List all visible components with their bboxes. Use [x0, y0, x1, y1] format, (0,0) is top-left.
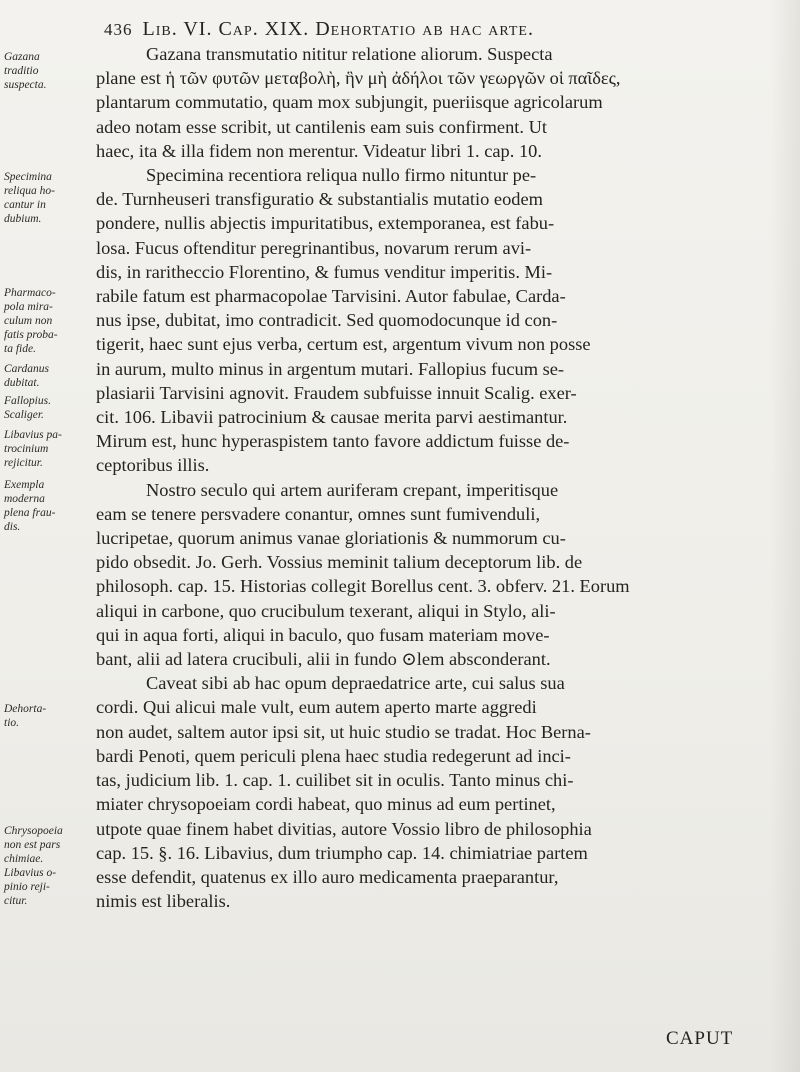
margin-note-specimina: Specimina reliqua ho- cantur in dubium.: [4, 171, 55, 225]
text-line: de. Turnheuseri transfiguratio & substantialis mutatio eodem: [96, 189, 543, 210]
text-line: dis, in raritheccio Florentino, & fumus venditur imperitis. Mi-: [96, 261, 553, 282]
text-line: cap. 15. §. 16. Libavius, dum triumpho cap. 14. chimiatriae partem: [96, 842, 588, 863]
text-line: utpote quae finem habet divitias, autore Vossio libro de philosophia: [96, 818, 592, 839]
text-line: tas, judicium lib. 1. cap. 1. cuilibet sit in oculis. Tanto minus chi-: [96, 770, 574, 791]
text-line: qui in aqua forti, aliqui in baculo, quo fusam materiam move-: [96, 624, 550, 645]
margin-note-dehortatio: Dehorta- tio.: [4, 703, 47, 729]
text-line: ceptoribus illis.: [96, 455, 210, 476]
text-line: tigerit, haec sunt ejus verba, certum est, argentum vivum non posse: [96, 334, 591, 355]
text-line: in aurum, multo minus in argentum mutari. Fallopius fucum se-: [96, 358, 565, 379]
margin-note-fallopius: Fallopius. Scaliger.: [4, 395, 51, 421]
text-line: Gazana transmutatio nititur relatione aliorum. Suspecta: [146, 44, 553, 64]
text-line: haec, ita & illa fidem non merentur. Videatur libri 1. cap. 10.: [96, 140, 542, 161]
text-line: lucripetae, quorum animus vanae gloriationis & nummorum cu-: [96, 528, 566, 549]
text-line: Mirum est, hunc hyperaspistem tanto favore addictum fuisse de-: [96, 431, 570, 452]
margin-note-libavius: Libavius pa- trocinium rejicitur.: [4, 429, 62, 469]
text-line: plasiarii Tarvisini agnovit. Fraudem subfuisse innuit Scalig. exer-: [96, 382, 577, 403]
margin-note-exempla: Exempla moderna plena frau- dis.: [4, 479, 56, 533]
text-line: eam se tenere persvadere conantur, omnes sunt fumivenduli,: [96, 503, 541, 524]
catchword: CAPUT: [666, 1028, 734, 1049]
text-line: pido obsedit. Jo. Gerh. Vossius meminit talium deceptorum lib. de: [96, 552, 583, 573]
text-line: pondere, nullis abjectis impuritatibus, extemporanea, est fabu-: [96, 213, 555, 234]
text-line: cit. 106. Libavii patrocinium & causae merita parvi aestimantur.: [96, 407, 568, 428]
main-text: [96, 42, 754, 913]
text-line: philosoph. cap. 15. Historias collegit Borellus cent. 3. obferv. 21. Eorum: [96, 576, 630, 597]
text-line: aliqui in carbone, quo crucibulum texerant, aliqui in Stylo, ali-: [96, 600, 556, 621]
text-line: Nostro seculo qui artem auriferam crepant, imperitisque: [146, 479, 559, 500]
text-line: Specimina recentiora reliqua nullo firmo nituntur pe-: [146, 165, 537, 186]
page-edge-shadow: [770, 0, 800, 1072]
text-line: bant, alii ad latera crucibuli, alii in fundo ⊙lem absconderant.: [96, 649, 551, 670]
text-line: adeo notam esse scribit, ut cantilenis eam suis confirment. Ut: [96, 116, 547, 137]
text-line: rabile fatum est pharmacopolae Tarvisini. Autor fabulae, Carda-: [96, 286, 566, 307]
text-line: nimis est liberalis.: [96, 891, 231, 912]
margin-note-pharmaco: Pharmaco- pola mira- culum non fatis proba- ta fide.: [4, 287, 58, 355]
text-line: plantarum commutatio, quam mox subjungit, pueriisque agricolarum: [96, 92, 603, 113]
margin-note-chrysopoeia: Chrysopoeia non est pars chimiae. Libavius o- pinio reji- citur.: [4, 825, 63, 907]
text-line: bardi Penoti, quem periculi plena haec studia redegerunt ad inci-: [96, 745, 571, 766]
page-number: 436: [104, 20, 133, 39]
text-line: losa. Fucus oftenditur peregrinantibus, novarum rerum avi-: [96, 237, 532, 258]
text-line: cordi. Qui alicui male vult, eum autem aperto marte aggredi: [96, 697, 537, 718]
margin-note-gazana: Gazana traditio suspecta.: [4, 51, 47, 91]
text-line: esse defendit, quatenus ex illo auro medicamenta praeparantur,: [96, 866, 559, 887]
running-head-title: Lib. VI. Cap. XIX. Dehortatio ab hac arte.: [142, 18, 534, 40]
margin-note-cardanus: Cardanus dubitat.: [4, 363, 49, 389]
running-header: [104, 18, 724, 41]
text-line: non audet, saltem autor ipsi sit, ut huic studio se tradat. Hoc Berna-: [96, 721, 591, 742]
text-line: plane est ἡ τῶν φυτῶν μεταβολὴ, ἣν μὴ ἀδήλοι τῶν γεωργῶν οἱ παῖδες,: [96, 68, 621, 89]
text-line: nus ipse, dubitat, imo contradicit. Sed quomodocunque id con-: [96, 310, 558, 331]
text-line: miater chrysopoeiam cordi habeat, quo minus ad eum pertinet,: [96, 794, 556, 815]
text-line: Caveat sibi ab hac opum depraedatrice arte, cui salus sua: [146, 673, 565, 694]
